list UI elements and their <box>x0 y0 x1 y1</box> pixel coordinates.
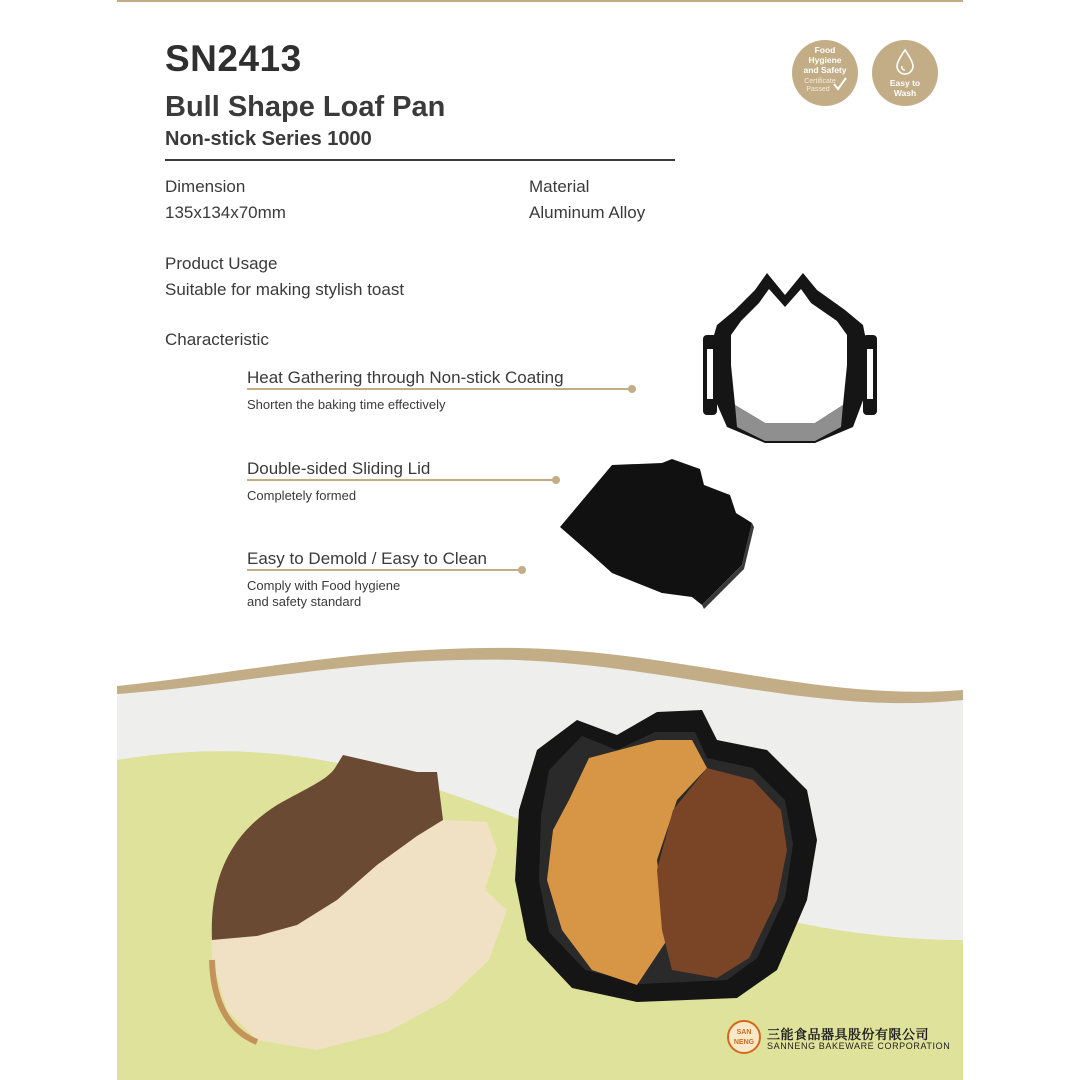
badge-wash-line2: Wash <box>893 88 917 98</box>
badge-food-line3: and Safety <box>803 65 847 75</box>
feature-1-title: Heat Gathering through Non-stick Coating <box>247 368 564 387</box>
usage-value: Suitable for making stylish toast <box>165 280 405 299</box>
characteristic-label: Characteristic <box>165 330 269 349</box>
dimension-label: Dimension <box>165 177 246 196</box>
feature-3-dot <box>518 566 526 574</box>
title-divider <box>165 159 675 161</box>
top-rule <box>117 0 963 2</box>
dimension-value: 135x134x70mm <box>165 203 286 222</box>
brand-name-chinese: 三能食品器具股份有限公司 <box>767 1027 930 1042</box>
model-number: SN2413 <box>165 38 302 79</box>
easy-to-wash-badge <box>872 40 938 106</box>
badge-food-line5: Passed <box>806 86 830 93</box>
feature-2-title: Double-sided Sliding Lid <box>247 459 431 478</box>
product-subtitle: Non-stick Series 1000 <box>165 128 372 150</box>
check-icon <box>832 76 848 92</box>
food-hygiene-badge <box>792 40 858 106</box>
product-title: Bull Shape Loaf Pan <box>165 91 446 123</box>
feature-2-desc: Completely formed <box>247 488 357 503</box>
water-drop-icon <box>894 48 916 76</box>
feature-2-leader-line <box>247 479 555 481</box>
feature-3-desc-line2: and safety standard <box>247 594 362 609</box>
feature-3-desc-line1: Comply with Food hygiene <box>247 578 401 593</box>
material-value: Aluminum Alloy <box>529 203 646 222</box>
badge-food-line4: Certificate <box>804 78 836 85</box>
badge-wash-line1: Easy to <box>889 78 921 88</box>
logo-mark-bottom: NENG <box>733 1039 755 1046</box>
pan-body-image <box>695 265 885 455</box>
feature-3-leader-line <box>247 569 521 571</box>
logo-mark-top: SAN <box>736 1029 752 1036</box>
badge-food-line1: Food <box>814 45 836 55</box>
brand-name-english: SANNENG BAKEWARE CORPORATION <box>767 1041 951 1051</box>
feature-1-desc: Shorten the baking time effectively <box>247 397 446 412</box>
feature-3-title: Easy to Demold / Easy to Clean <box>247 549 488 568</box>
product-photo <box>117 640 963 1080</box>
material-label: Material <box>529 177 590 196</box>
sanneng-logo <box>727 1020 761 1054</box>
usage-label: Product Usage <box>165 254 278 273</box>
badge-food-line2: Hygiene <box>808 55 842 65</box>
feature-1-leader-line <box>247 388 631 390</box>
feature-1-dot <box>628 385 636 393</box>
sliding-lid-image <box>552 455 757 610</box>
